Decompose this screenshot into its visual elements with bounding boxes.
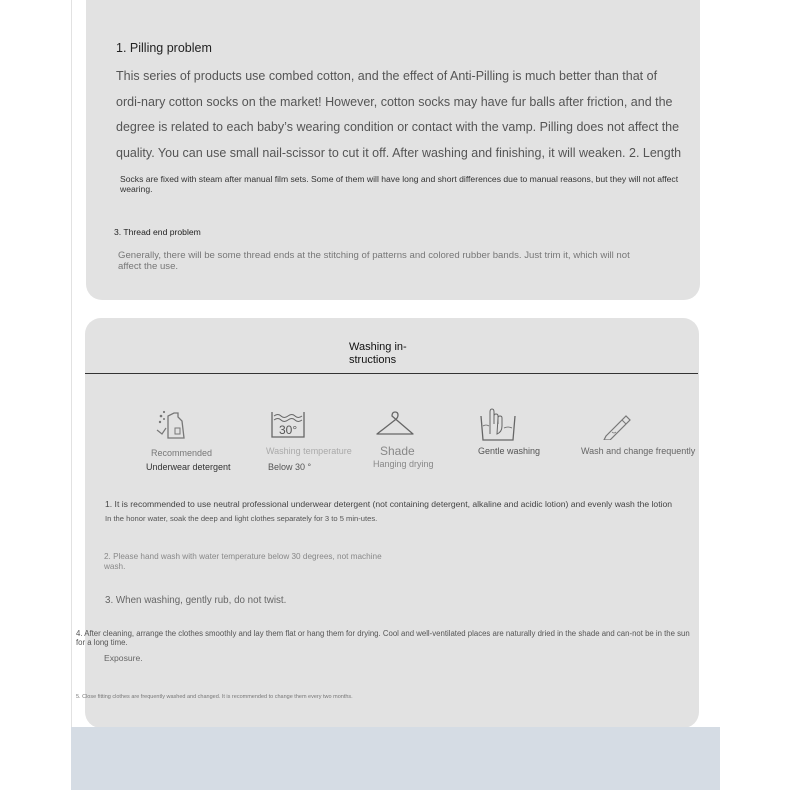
icon1-label2: Underwear detergent <box>146 462 231 472</box>
wash-30-icon <box>271 411 305 438</box>
thread-heading: 3. Thread end problem <box>114 227 201 237</box>
icon3-label2: Hanging drying <box>373 459 434 469</box>
hanger-icon <box>375 410 415 438</box>
thread-text: Generally, there will be some thread ends at the stitching of patterns and colored rubber bands. Just trim it, which will not affect the use. <box>118 250 630 272</box>
washing-title: Washing in-structions <box>349 341 407 366</box>
pilling-heading: 1. Pilling problem <box>116 41 212 55</box>
pen-icon <box>600 412 632 440</box>
note-5: 5. Close fitting clothes are frequently washed and changed. It is recommended to change them every two months. <box>76 694 353 700</box>
length-note: Socks are fixed with steam after manual film sets. Some of them will have long and short differences due to manual reasons, but they will not affect wearing. <box>120 174 679 194</box>
icon2-label1: Washing temperature <box>266 446 352 456</box>
pilling-paragraph: This series of products use combed cotton, and the effect of Anti-Pilling is much better than that of ordi-nary cotton socks on the market! However, cotton socks may have fur balls after friction, and the degree is related to each baby’s wearing condition or contact with the vamp. Pilling does not affect the quality. You can use small nail-scissor to cut it off. After washing and finishing, it will weaken. 2. Length <box>116 69 682 161</box>
icon2-label2: Below 30 ° <box>268 462 312 472</box>
icon5-label1: Wash and change frequently <box>581 446 696 456</box>
note-2: 2. Please hand wash with water temperature below 30 degrees, not machine wash. <box>104 552 382 571</box>
title-divider <box>85 373 698 374</box>
icon1-label1: Recommended <box>151 448 213 458</box>
note-1: 1. It is recommended to use neutral professional underwear detergent (not containing detergent, alkaline and acidic lotion) and evenly wash the lotion <box>105 499 673 509</box>
footer-band <box>71 727 720 790</box>
temperature-glyph: 30° <box>279 423 298 437</box>
icon3-label1: Shade <box>380 444 415 458</box>
icon4-label1: Gentle washing <box>478 446 541 456</box>
note-4: 4. After cleaning, arrange the clothes smoothly and lay them flat or hang them for drying. Cool and well-ventilated places are naturally dried in the shade and can-not be in the sun for a long time. <box>76 629 690 647</box>
detergent-bottle-icon <box>156 408 188 442</box>
left-guide-line <box>71 0 72 727</box>
note-3: 3. When washing, gently rub, do not twist. <box>105 595 287 606</box>
hand-wash-icon <box>480 406 516 442</box>
note-1b: In the honor water, soak the deep and light clothes separately for 3 to 5 min-utes. <box>105 514 378 523</box>
note-4b: Exposure. <box>104 653 143 663</box>
